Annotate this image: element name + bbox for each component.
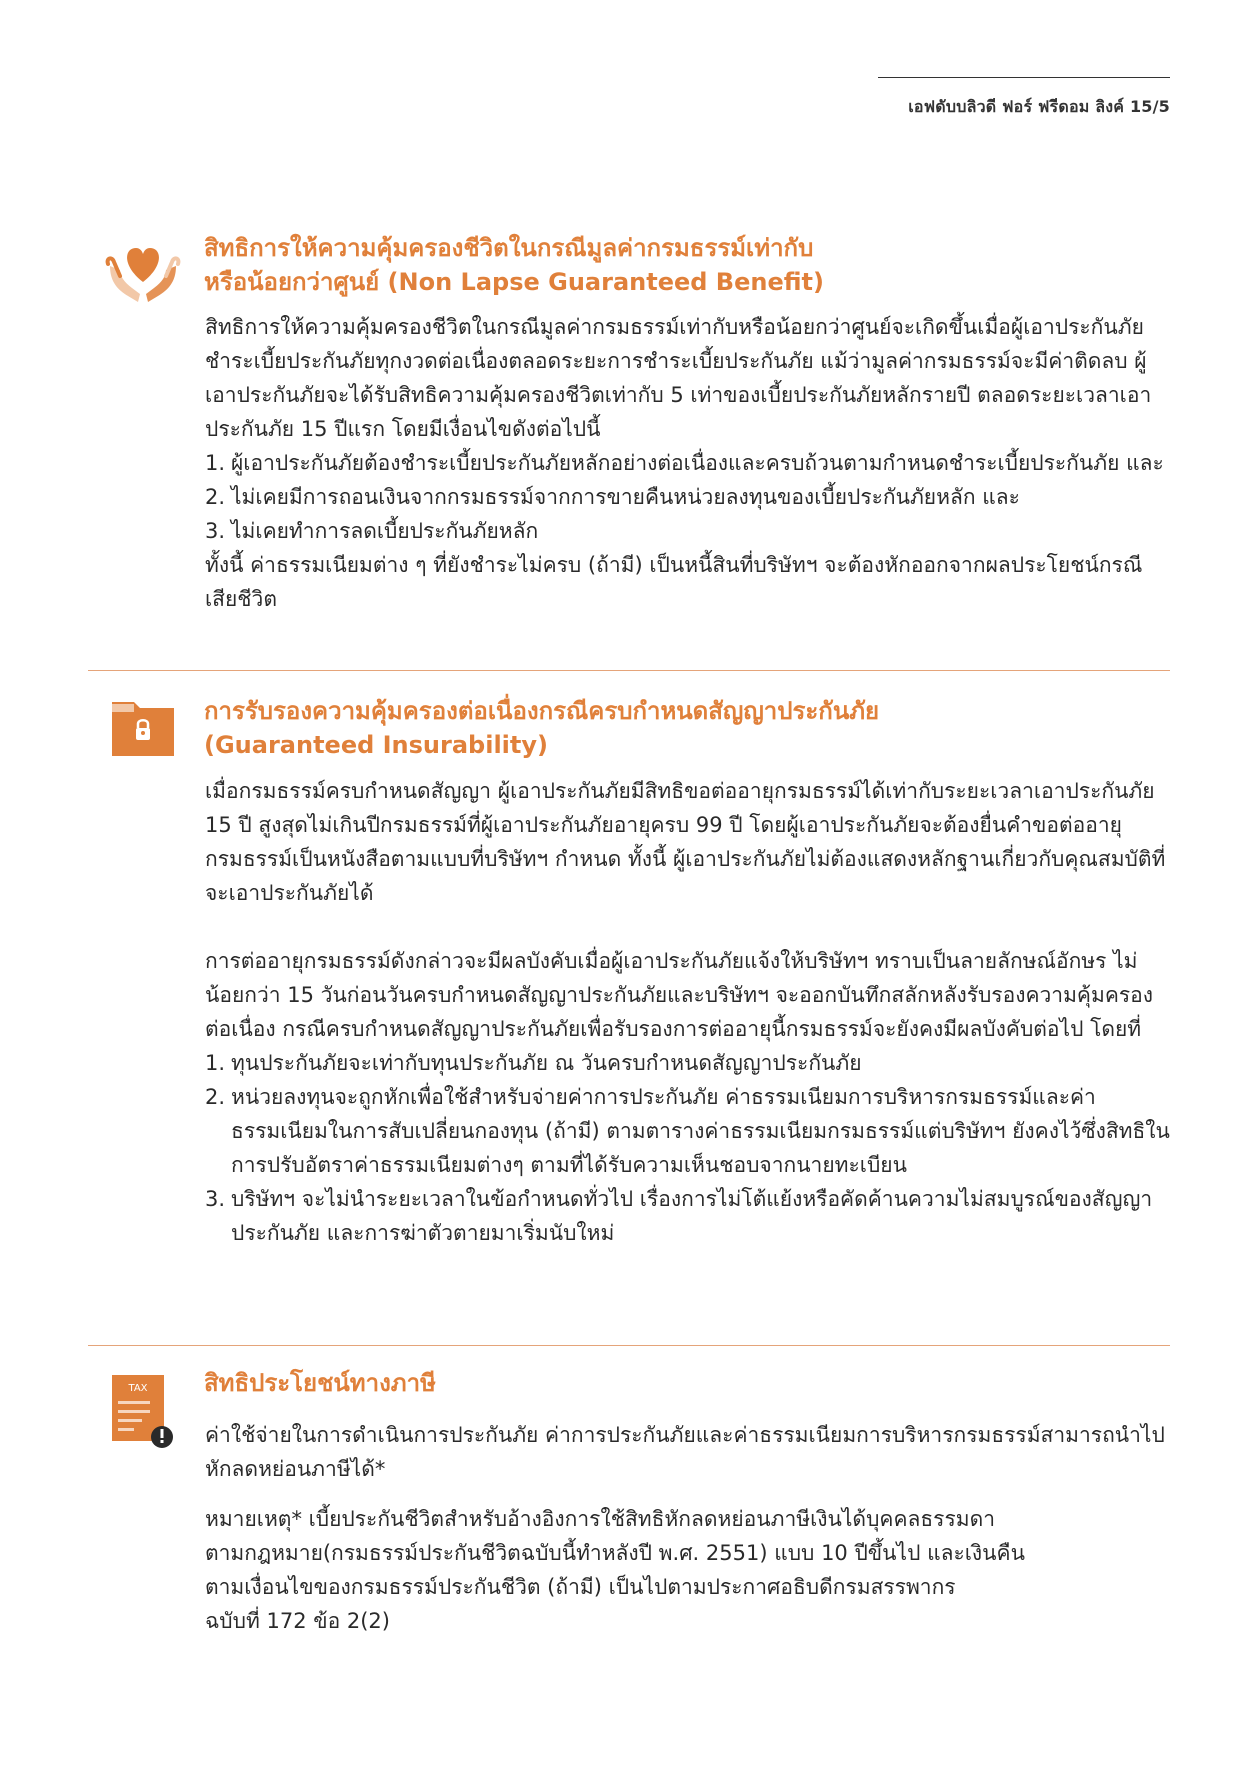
tax-document-icon	[104, 1371, 182, 1451]
section-body	[205, 774, 1171, 1250]
tax-label: TAX	[128, 1383, 148, 1394]
title-line: การรับรองความคุ้มครองต่อเนื่องกรณีครบกำหนดสัญญาประกันภัย	[204, 697, 880, 725]
list-item	[205, 514, 1171, 548]
folder-lock-icon	[104, 694, 182, 764]
list-item	[205, 446, 1171, 480]
list-number: 2.	[205, 485, 226, 509]
section-body	[205, 310, 1171, 616]
title-line: (Guaranteed Insurability)	[204, 731, 548, 759]
list-item	[205, 1182, 1171, 1250]
heart-hands-icon	[104, 236, 182, 306]
paragraph: สิทธิการให้ความคุ้มครองชีวิตในกรณีมูลค่ากรมธรรม์เท่ากับหรือน้อยกว่าศูนย์จะเกิดขึ้นเมื่อผู้เอาประกันภัยชำระเบี้ยประกันภัยทุกงวดต่อเนื่องตลอดระยะการชำระเบี้ยประกันภัย แม้ว่ามูลค่ากรมธรรม์จะมีค่าติดลบ ผู้เอาประกันภัยจะได้รับสิทธิความคุ้มครองชีวิตเท่ากับ 5 เท่าของเบี้ยประกันภัยหลักรายปี ตลอดระยะเวลาเอาประกันภัย 15 ปีแรก โดยมีเงื่อนไขดังต่อไปนี้	[205, 315, 1152, 441]
list-number: 1.	[205, 1051, 226, 1075]
paragraph: ทั้งนี้ ค่าธรรมเนียมต่าง ๆ ที่ยังชำระไม่ครบ (ถ้ามี) เป็นหนี้สินที่บริษัทฯ จะต้องหักออกจากผลประโยชน์กรณีเสียชีวิต	[205, 553, 1143, 611]
list-number: 3.	[205, 1187, 226, 1211]
list-item	[205, 1046, 1171, 1080]
condition-list	[205, 446, 1171, 548]
paragraph: เมื่อกรมธรรม์ครบกำหนดสัญญา ผู้เอาประกันภัยมีสิทธิขอต่ออายุกรมธรรม์ได้เท่ากับระยะเวลาเอาประกันภัย 15 ปี สูงสุดไม่เกินปีกรมธรรม์ที่ผู้เอาประกันภัยอายุครบ 99 ปี โดยผู้เอาประกันภัยจะต้องยื่นคำขอต่ออายุกรมธรรม์เป็นหนังสือตามแบบที่บริษัทฯ กำหนด ทั้งนี้ ผู้เอาประกันภัยไม่ต้องแสดงหลักฐานเกี่ยวกับคุณสมบัติที่จะเอาประกันภัยได้	[205, 779, 1166, 905]
list-text: ผู้เอาประกันภัยต้องชำระเบี้ยประกันภัยหลักอย่างต่อเนื่องและครบถ้วนตามกำหนดชำระเบี้ยประกันภัย และ	[231, 451, 1164, 475]
section-title	[204, 1366, 436, 1400]
note-line: หมายเหตุ* เบี้ยประกันชีวิตสำหรับอ้างอิงการใช้สิทธิหักลดหย่อนภาษีเงินได้บุคคลธรรมดา	[205, 1507, 996, 1531]
note-line: ตามกฎหมาย(กรมธรรม์ประกันชีวิตฉบับนี้ทำหลังปี พ.ศ. 2551) แบบ 10 ปีขึ้นไป และเงินคืน	[205, 1541, 1025, 1565]
section-body	[205, 1418, 1171, 1638]
list-number: 2.	[205, 1085, 226, 1109]
list-item	[205, 1080, 1171, 1182]
note-line: ฉบับที่ 172 ข้อ 2(2)	[205, 1609, 390, 1633]
paragraph: การต่ออายุกรมธรรม์ดังกล่าวจะมีผลบังคับเมื่อผู้เอาประกันภัยแจ้งให้บริษัทฯ ทราบเป็นลายลักษณ์อักษร ไม่น้อยกว่า 15 วันก่อนวันครบกำหนดสัญญาประกันภัยและบริษัทฯ จะออกบันทึกสลักหลังรับรองความคุ้มครองต่อเนื่อง กรณีครบกำหนดสัญญาประกันภัยเพื่อรับรองการต่ออายุนี้กรมธรรม์จะยังคงมีผลบังคับต่อไป โดยที่	[205, 949, 1154, 1041]
list-item	[205, 480, 1171, 514]
section-divider	[88, 1345, 1170, 1346]
list-text: ทุนประกันภัยจะเท่ากับทุนประกันภัย ณ วันครบกำหนดสัญญาประกันภัย	[231, 1051, 862, 1075]
condition-list	[205, 1046, 1171, 1250]
list-text: ไม่เคยมีการถอนเงินจากกรมธรรม์จากการขายคืนหน่วยลงทุนของเบี้ยประกันภัยหลัก และ	[231, 485, 1020, 509]
header-title: เอฟดับบลิวดี ฟอร์ ฟรีดอม ลิงค์ 15/5	[908, 97, 1170, 116]
section-title	[204, 694, 879, 762]
section-divider	[88, 670, 1170, 671]
title-line: หรือน้อยกว่าศูนย์ (Non Lapse Guaranteed Benefit)	[204, 268, 824, 296]
list-number: 1.	[205, 451, 226, 475]
title-line: สิทธิประโยชน์ทางภาษี	[204, 1369, 436, 1397]
paragraph: ค่าใช้จ่ายในการดำเนินการประกันภัย ค่าการประกันภัยและค่าธรรมเนียมการบริหารกรมธรรม์สามารถนำไปหักลดหย่อนภาษีได้*	[205, 1423, 1165, 1481]
list-text: ไม่เคยทำการลดเบี้ยประกันภัยหลัก	[231, 519, 539, 543]
list-number: 3.	[205, 519, 226, 543]
list-text: หน่วยลงทุนจะถูกหักเพื่อใช้สำหรับจ่ายค่าการประกันภัย ค่าธรรมเนียมการบริหารกรมธรรม์และค่าธรรมเนียมในการสับเปลี่ยนกองทุน (ถ้ามี) ตามตารางค่าธรรมเนียมกรมธรรม์แต่บริษัทฯ ยังคงไว้ซึ่งสิทธิในการปรับอัตราค่าธรรมเนียมต่างๆ ตามที่ได้รับความเห็นชอบจากนายทะเบียน	[231, 1085, 1170, 1177]
list-text: บริษัทฯ จะไม่นำระยะเวลาในข้อกำหนดทั่วไป เรื่องการไม่โต้แย้งหรือคัดค้านความไม่สมบูรณ์ของสัญญาประกันภัย และการฆ่าตัวตายมาเริ่มนับใหม่	[231, 1187, 1153, 1245]
title-line: สิทธิการให้ความคุ้มครองชีวิตในกรณีมูลค่ากรมธรรม์เท่ากับ	[204, 234, 814, 262]
section-title	[204, 231, 824, 299]
note-line: ตามเงื่อนไขของกรมธรรม์ประกันชีวิต (ถ้ามี) เป็นไปตามประกาศอธิบดีกรมสรรพากร	[205, 1575, 956, 1599]
header-rule	[878, 77, 1170, 78]
